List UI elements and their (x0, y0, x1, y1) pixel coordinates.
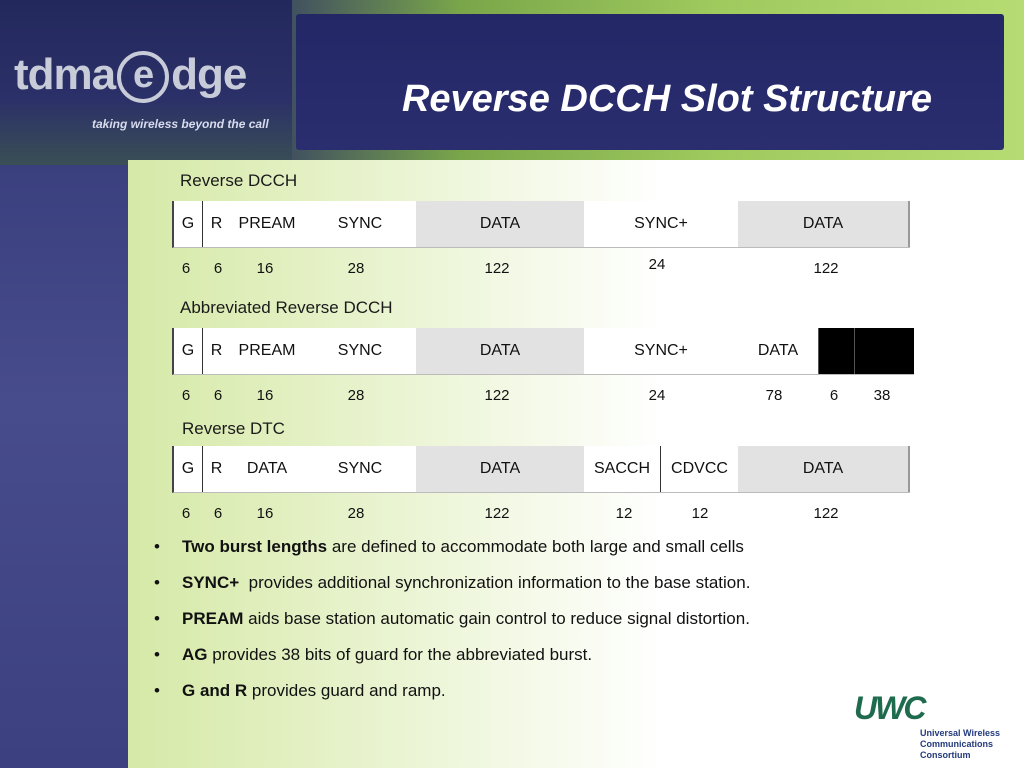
bullet-list (150, 536, 910, 716)
slot-cell: SYNC (304, 328, 416, 374)
slot-cell: DATA (416, 201, 584, 247)
slot-cell: G (174, 201, 202, 247)
bullet-text: provides 38 bits of guard for the abbreviated burst. (207, 645, 593, 664)
bit-count: 6 (213, 387, 223, 404)
bullet-item (150, 572, 910, 608)
bullet-term: SYNC+ (182, 573, 240, 592)
bullet-item (150, 644, 910, 680)
bullet-item (150, 680, 910, 716)
bullet-glyph: • (154, 681, 160, 700)
logo-post: dge (171, 50, 247, 99)
bullet-term: Two burst lengths (182, 537, 328, 556)
slot-cell: DATA (738, 328, 818, 374)
slot-cell: DATA (416, 446, 584, 492)
bit-count: 16 (256, 387, 274, 404)
bullet-text: provides additional synchronization information to the base station. (239, 573, 751, 592)
slot-diagram-abbreviated-reverse-dcch (172, 328, 914, 375)
bit-count: 6 (181, 387, 191, 404)
bit-count: 122 (813, 260, 839, 277)
guard-block (854, 328, 914, 374)
slot-cell: R (202, 201, 230, 247)
left-band (0, 160, 128, 768)
slot-cell: PREAM (230, 328, 304, 374)
slot-cell: R (202, 328, 230, 374)
logo-pre: tdma (14, 50, 116, 99)
uwcc-mark: UWC (854, 690, 925, 726)
guard-block (818, 328, 854, 374)
uwcc-logo (852, 690, 1022, 766)
slot-cell: SACCH (584, 446, 660, 492)
bit-count: 122 (484, 505, 510, 522)
bit-count: 38 (873, 387, 891, 404)
bit-count: 12 (615, 505, 633, 522)
bullet-term: G and R (182, 681, 248, 700)
slot-cell: G (174, 446, 202, 492)
uwcc-name (920, 728, 1000, 761)
bit-count: 122 (484, 260, 510, 277)
slot-cell: DATA (230, 446, 304, 492)
bit-count: 24 (648, 256, 666, 273)
bullet-text: provides guard and ramp. (247, 681, 446, 700)
bit-count: 6 (829, 387, 839, 404)
bit-count: 24 (648, 387, 666, 404)
slot-cell: SYNC (304, 201, 416, 247)
slot-cell: R (202, 446, 230, 492)
bullet-glyph: • (154, 573, 160, 592)
bit-count: 28 (347, 260, 365, 277)
bit-count: 16 (256, 505, 274, 522)
slot-cell: DATA (738, 446, 910, 492)
uwcc-name-line: Universal Wireless (920, 728, 1000, 738)
slot-cell: SYNC+ (584, 328, 738, 374)
bullet-term: AG (182, 645, 208, 664)
section-label-reverse-dtc: Reverse DTC (182, 419, 285, 438)
slot-diagram-reverse-dtc (172, 446, 910, 493)
bullet-glyph: • (154, 609, 160, 628)
slot-cell: G (174, 328, 202, 374)
bit-count: 16 (256, 260, 274, 277)
bit-count: 122 (813, 505, 839, 522)
bit-count: 6 (213, 505, 223, 522)
slot-diagram-reverse-dcch (172, 201, 910, 248)
uwcc-name-line: Consortium (920, 750, 971, 760)
bullet-glyph: • (154, 645, 160, 664)
slide-title: Reverse DCCH Slot Structure (401, 78, 932, 120)
bit-count: 28 (347, 505, 365, 522)
bit-count: 6 (213, 260, 223, 277)
bit-count: 12 (691, 505, 709, 522)
uwcc-name-line: Communications (920, 739, 994, 749)
bullet-item (150, 536, 910, 572)
bit-count: 28 (347, 387, 365, 404)
logo-e-circle: e (117, 51, 169, 103)
logo-panel (0, 0, 292, 165)
slot-cell: SYNC+ (584, 201, 738, 247)
bit-count: 6 (181, 505, 191, 522)
bullet-term: PREAM (182, 609, 244, 628)
bullet-glyph: • (154, 537, 160, 556)
bit-count: 122 (484, 387, 510, 404)
slot-cell: DATA (738, 201, 910, 247)
section-label-abbreviated-reverse-dcch: Abbreviated Reverse DCCH (180, 298, 393, 317)
logo-tagline: taking wireless beyond the call (92, 117, 269, 131)
section-label-reverse-dcch: Reverse DCCH (180, 171, 298, 190)
bullet-item (150, 608, 910, 644)
bullet-text: are defined to accommodate both large and small cells (327, 537, 744, 556)
bit-count: 78 (765, 387, 783, 404)
slot-cell: CDVCC (660, 446, 738, 492)
slot-cell: SYNC (304, 446, 416, 492)
slot-cell: PREAM (230, 201, 304, 247)
tdma-edge-logo (14, 50, 246, 103)
header-banner (0, 0, 1024, 165)
bullet-text: aids base station automatic gain control to reduce signal distortion. (243, 609, 750, 628)
bit-count: 6 (181, 260, 191, 277)
slot-cell: DATA (416, 328, 584, 374)
